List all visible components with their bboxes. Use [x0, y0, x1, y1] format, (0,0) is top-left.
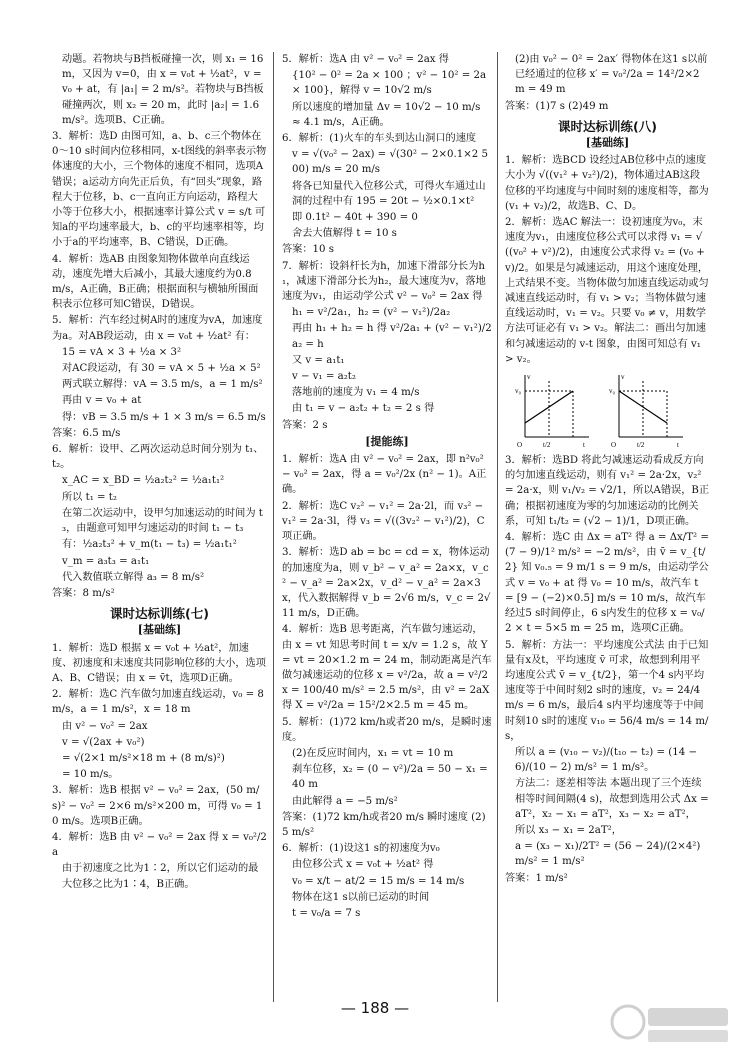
- solution-paragraph: 3．解析：选D ab = bc = cd = x，物体运动的加速度为a，则 v_b² − v_a² = 2a×x，v_c² − v_a² = 2a×2x，v_d² − v_a² = 2a×3x，代入数据解得 v_b = 2√6 m/s，v_c = 2√11 m/s，D正确。: [282, 547, 491, 620]
- solution-paragraph: 即 0.1t² − 40t + 390 = 0: [292, 212, 418, 224]
- solution-paragraph: 5．解析：汽车经过树A时的速度为vA，加速度为a。对AB段运动，由 x = v₀t + ½at² 有：: [52, 315, 263, 342]
- solution-paragraph: 由此解得 a = −5 m/s²: [292, 795, 398, 807]
- solution-paragraph: (2)由 v₀² − 0² = 2ax′ 得物体在这1 s以前已经通过的位移 x′ = v₀²/2a = 14²/2×2 m = 49 m: [515, 54, 708, 96]
- solution-paragraph: 4．解析：选C 由 Δx = aT² 得 a = Δx/T² = (7 − 9)/1² m/s² = −2 m/s²，由 v̄ = v_{t/2} 知 v₀.₅ = 9 m/1 s = 9 m/s，由运动学公式 v = v₀ + at 得 v₀ = 10 m/s，故汽车 t = [9 − (−2)×0.5] m/s = 10 m/s，故汽车经过5 s时间停止，6 s内发生的位移 x = v₀/2 × t = 5×5 m = 25 m，选项C正确。: [505, 532, 709, 635]
- solution-paragraph: 1．解析：选D 根据 x = v₀t + ½at²，加速度、初速度和末速度共同影响位移的大小，选项A、B、C错误；由 x = v̄t，选项D正确。: [52, 642, 266, 684]
- solution-paragraph: = √(2×1 m/s²×18 m + (8 m/s)²): [62, 752, 225, 764]
- solution-paragraph: h₁ = v²/2a₁，h₂ = (v² − v₁²)/2a₂: [292, 307, 451, 319]
- solution-paragraph: 6．解析：(1)火车的车头到达山洞口的速度: [282, 133, 477, 145]
- solution-paragraph: {10² − 0² = 2a × 100 ；v² − 10² = 2a × 100}，解得 v = 10√2 m/s: [292, 70, 487, 97]
- solution-paragraph: 所以 a = (v₁₀ − v₂)/(t₁₀ − t₂) = (14 − 6)/(10 − 2) m/s² = 1 m/s²。: [515, 746, 697, 774]
- solution-paragraph: 落地前的速度为 v₁ = 4 m/s: [292, 387, 420, 399]
- solution-paragraph: x_AC = x_BD = ½a₂t₂² = ½a₁t₁²: [62, 475, 225, 487]
- solution-paragraph: 在第二次运动中，设甲匀加速运动的时间为 t₃，由题意可知甲匀速运动的时间 t₁ − t₃: [62, 507, 263, 535]
- mid-time-label: t/2: [543, 441, 551, 450]
- vt-graph-left: [513, 371, 593, 449]
- solution-paragraph: 由 v² − v₀² = 2ax: [62, 720, 148, 732]
- answer-line: 答案：2 s: [282, 419, 328, 431]
- solution-paragraph: 动题。若物块与B挡板碰撞一次，则 x₁ = 16 m，又因为 v=0，由 x = v₀t + ½at²，v = v₀ + at，有 |a₁| = 2 m/s²。若物块与B挡板碰撞两次，则 x₂ = 20 m，此时 |a₂| = 1.6 m/s²。选项B、C正确。: [62, 54, 264, 126]
- solution-paragraph: 代入数值联立解得 a₃ = 8 m/s²: [62, 571, 205, 583]
- solution-paragraph: 1．解析：选BCD 设经过AB位移中点的速度大小为 √((v₁² + v₂²)/2)，物体通过AB这段位移的平均速度与中间时刻的速度相等，都为 (v₁ + v₂)/2，故选B、C、D。: [505, 155, 709, 212]
- v0-label: v₀: [515, 387, 521, 396]
- column-divider: [273, 52, 274, 1002]
- solution-paragraph: v_m = a₃t₃ = a₁t₁: [62, 555, 150, 567]
- solution-paragraph: 所以速度的增加量 Δv = 10√2 − 10 m/s ≈ 4.1 m/s，A正确。: [292, 101, 481, 128]
- solution-paragraph: 两式联立解得：vA = 3.5 m/s，a = 1 m/s²: [62, 379, 263, 391]
- solution-paragraph: 对AC段运动，有 30 = vA × 5 + ½a × 5²: [62, 363, 261, 375]
- solution-paragraph: 2．解析：选C v₂² − v₁² = 2a·2l，而 v₃² − v₁² = 2a·3l，得 v₃ = √((3v₂² − v₁²)/2)，C项正确。: [282, 500, 485, 543]
- v0-label: v₀: [609, 387, 615, 396]
- solution-paragraph: 将各已知量代入位移公式，可得火车通过山洞的过程中有 195 = 20t − ½×0.1×t²: [292, 180, 486, 207]
- watermark-logo: [608, 1002, 736, 1046]
- column-divider: [497, 52, 498, 1002]
- origin-label: O: [517, 441, 523, 450]
- solution-paragraph: 4．解析：选AB 由图象知物体做单向直线运动，速度先增大后减小，其最大速度约为0.8 m/s，A正确，B正确；根据面积与横轴所围面积表示位移可知C错误，D错误。: [52, 253, 259, 311]
- solution-paragraph: (2)在反应时间内，x₁ = vt = 10 m: [292, 747, 454, 759]
- solution-paragraph: 由于初速度之比为1∶2，所以它们运动的最大位移之比为1∶4，B正确。: [62, 863, 259, 890]
- solution-paragraph: = 10 m/s。: [62, 769, 119, 781]
- solution-paragraph: v = √(v₀² − 2ax) = √(30² − 2×0.1×2 500) m/s = 20 m/s: [292, 149, 488, 176]
- solution-paragraph: 7．解析：设斜杆长为h，加速下滑部分长为h₁，减速下滑部分长为h₂，最大速度为v，落地速度为v₁，由运动学公式 v² − v₀² = 2ax 得: [282, 260, 486, 303]
- section-title: 课时达标训练(八): [558, 118, 657, 134]
- section-title: 课时达标训练(七): [110, 606, 209, 622]
- answer-line: 答案：(1)72 km/h或者20 m/s 瞬时速度 (2)5 m/s²: [282, 811, 486, 838]
- solution-paragraph: 由位移公式 x = v₀t + ½at² 得: [292, 859, 434, 871]
- solution-paragraph: 4．解析：选B 由 v² − v₀² = 2ax 得 x = v₀²/2a: [52, 831, 267, 859]
- section-subtitle: [提能练]: [365, 434, 409, 448]
- solution-paragraph: 3．解析：选D 由图可知，a、b、c三个物体在0～10 s时间内位移相同，x-t图线的斜率表示物体速度的大小，三个物体的速度不相同，选项A错误；a运动方向先正后负，有“回头”现象，路程大于位移，b、c一直向正方向运动，路程大小等于位移大小，根据速率计算公式 v = s/t 可知a的平均速率最大，b、c的平均速率相等，均小于a的平均速率，B、C错误，D正确。: [52, 131, 267, 249]
- solution-paragraph: 5．解析：(1)72 km/h或者20 m/s，是瞬时速度。: [282, 716, 492, 743]
- solution-paragraph: 2．解析：选C 汽车做匀加速直线运动，v₀ = 8 m/s，a = 1 m/s²，x = 18 m: [52, 689, 264, 716]
- solution-paragraph: 15 = vA × 3 + ½a × 3²: [62, 346, 182, 358]
- x-axis-label: t: [583, 441, 585, 450]
- solution-paragraph: v − v₁ = a₂t₂: [292, 371, 356, 383]
- vt-graph-right: [607, 371, 687, 449]
- solution-paragraph: t = v₀/a = 7 s: [292, 907, 361, 919]
- y-axis-label: v: [527, 373, 531, 382]
- x-axis-label: t: [677, 441, 679, 450]
- solution-paragraph: 5．解析：方法一：平均速度公式法 由于已知量有x及t，平均速度 v̄ 可求，故想到利用平均速度公式 v̄ = v_{t/2}，第一个4 s内平均速度等于中间时刻2 s时的速度，v₂ = 24/4 m/s = 6 m/s，最后4 s内平均速度等于中间时刻10 s时的速度 v₁₀ = 56/4 m/s = 14 m/s，: [505, 639, 709, 742]
- solution-paragraph: v₀ = x/t − at/2 = 15 m/s = 14 m/s: [292, 875, 465, 887]
- solution-paragraph: 有：½a₂t₃² + v_m(t₁ − t₃) = ½a₁t₁²: [62, 539, 237, 551]
- solution-paragraph: 再由 v = v₀ + at: [62, 395, 142, 407]
- y-axis-label: v: [621, 373, 625, 382]
- solution-paragraph: 方法二：逐差相等法 本题出现了三个连续相等时间间隔(4 s)，故想到选用公式 Δx = aT²，x₂ − x₁ = aT²，x₃ − x₂ = aT²，: [515, 778, 709, 820]
- solution-paragraph: 所以 t₁ = t₂: [62, 491, 117, 503]
- origin-label: O: [611, 441, 617, 450]
- solution-paragraph: 3．解析：选B 根据 v² − v₀² = 2ax，(50 m/s)² − v₀² = 2×6 m/s²×200 m，可得 v₀ = 10 m/s。选项B正确。: [52, 785, 263, 827]
- solution-paragraph: 又 v = a₁t₁: [292, 354, 345, 366]
- solution-paragraph: 3．解析：选BD 将此匀减速运动看成反方向的匀加速直线运动，则有 v₁² = 2a·2x，v₂² = 2a·x，则 v₁/v₂ = √2/1，所以A错误，B正确；根据初速度为零的匀加速运动的比例关系，可知 t₁/t₂ = (√2 − 1)/1，D项正确。: [505, 455, 710, 527]
- solution-paragraph: 6．解析：设甲、乙两次运动总时间分别为 t₁、t₂。: [52, 444, 264, 471]
- solution-paragraph: 得：vB = 3.5 m/s + 1 × 3 m/s = 6.5 m/s: [62, 411, 266, 423]
- solution-paragraph: 舍去大值解得 t = 10 s: [292, 228, 397, 240]
- answer-line: 答案：1 m/s²: [505, 872, 568, 884]
- answer-line: 答案：6.5 m/s: [52, 427, 121, 439]
- solution-paragraph: 物体在这1 s以前已运动的时间: [292, 891, 430, 903]
- solution-paragraph: 刹车位移，x₂ = (0 − v²)/2a = 50 − x₁ = 40 m: [292, 764, 488, 791]
- page-number: — 188 —: [340, 999, 410, 1017]
- left-column: [52, 52, 267, 893]
- solution-paragraph: 2．解析：选AC 解法一：设初速度为v₀，末速度为v₁，由速度位移公式可以求得 v₁ = √((v₀² + v²)/2)，由速度公式求得 v₂ = (v₀ + v)/2。如果是匀减速运动，用这个速度处理，上式结果不变。当物体做匀加速直线运动或匀减速直线运动时，有 v₁ > v₂；当物体做匀速直线运动时，v₁ = v₂。只要 v₀ ≠ v，用数学方法可证必有 v₁ > v₂。解法二：画出匀加速和匀减速运动的 v-t 图象，由图可知总有 v₁ > v₂。: [505, 217, 709, 365]
- section-subtitle: [基础练]: [137, 623, 182, 637]
- middle-column: [282, 52, 492, 922]
- solution-paragraph: 4．解析：选B 思考距离，汽车做匀速运动，由 x = vt 知思考时间 t = x/v = 1.2 s，故 Y = vt = 20×1.2 m = 24 m，制动距离是汽车做匀减速运动的位移 x = v²/2a，故 a = v²/2x = 100/40 m/s² = 2.5 m/s²，由 v² = 2aX 得 X = v²/2a = 15²/2×2.5 m = 45 m。: [282, 624, 492, 712]
- solution-paragraph: 由 t₁ = v − a₂t₂ + t₂ = 2 s 得: [292, 403, 435, 415]
- solution-paragraph: 1．解析：选A 由 v² − v₀² = 2ax，即 n²v₀² − v₀² = 2ax，得 a = v₀²/2x (n² − 1)。A正确。: [282, 454, 487, 496]
- vt-graphs: [513, 371, 710, 449]
- solution-paragraph: 6．解析：(1)设这1 s的初速度为v₀: [282, 843, 440, 855]
- solution-paragraph: 所以 x₃ − x₁ = 2aT²，: [515, 824, 622, 836]
- solution-paragraph: 再由 h₁ + h₂ = h 得 v²/2a₁ + (v² − v₁²)/2a₂ = h: [292, 323, 492, 350]
- solution-paragraph: a = (x₃ − x₁)/2T² = (56 − 24)/(2×4²) m/s² = 1 m/s²: [515, 841, 701, 868]
- solution-paragraph: 5．解析：选A 由 v² − v₀² = 2ax 得: [282, 54, 449, 65]
- answer-line: 答案：8 m/s²: [52, 587, 115, 599]
- mid-time-label: t/2: [637, 441, 645, 450]
- solution-paragraph: v = √(2ax + v₀²): [62, 736, 145, 748]
- answer-line: 答案：(1)7 s (2)49 m: [505, 100, 609, 112]
- answer-line: 答案：10 s: [282, 244, 334, 256]
- right-column: [505, 52, 710, 887]
- section-subtitle: [基础练]: [585, 136, 630, 150]
